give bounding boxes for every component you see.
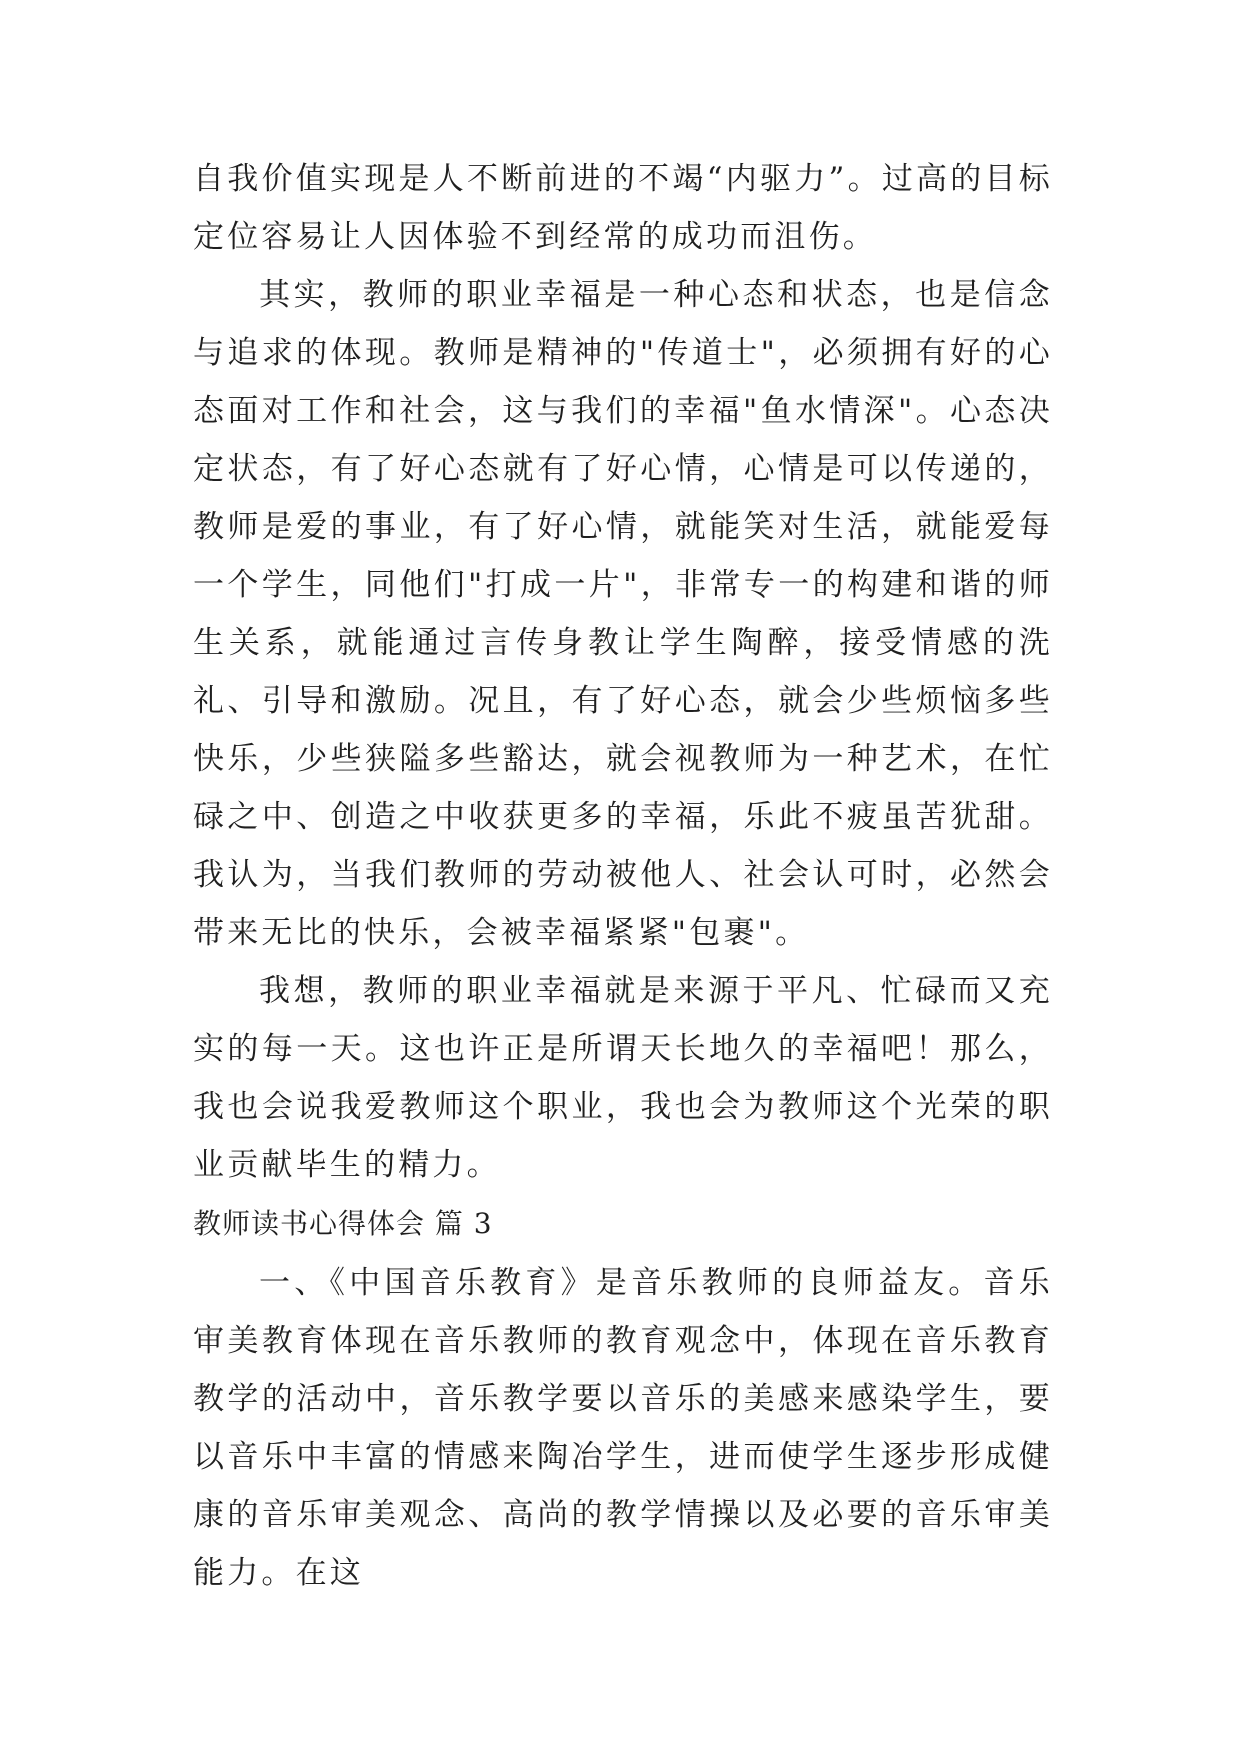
paragraph-intro-continuation: 自我价值实现是人不断前进的不竭“内驱力”。过高的目标定位容易让人因体验不到经常的成功而沮伤。	[193, 161, 1053, 255]
section-heading: 教师读书心得体会 篇 3	[193, 1207, 493, 1240]
paragraph-music-education: 一、《中国音乐教育》是音乐教师的良师益友。音乐审美教育体现在音乐教师的教育观念中，体现在音乐教育教学的活动中，音乐教学要以音乐的美感来感染学生，要以音乐中丰富的情感来陶冶学生，进而使学生逐步形成健康的音乐审美观念、高尚的教学情操以及必要的音乐审美能力。在这	[193, 1265, 1053, 1591]
paragraph-teacher-happiness: 其实，教师的职业幸福是一种心态和状态，也是信念与追求的体现。教师是精神的"传道士"，必须拥有好的心态面对工作和社会，这与我们的幸福"鱼水情深"。心态决定状态，有了好心态就有了好心情，心情是可以传递的，教师是爱的事业，有了好心情，就能笑对生活，就能爱每一个学生，同他们"打成一片"，非常专一的构建和谐的师生关系，就能通过言传身教让学生陶醉，接受情感的洗礼、引导和激励。况且，有了好心态，就会少些烦恼多些快乐，少些狭隘多些豁达，就会视教师为一种艺术，在忙碌之中、创造之中收获更多的幸福，乐此不疲虽苦犹甜。我认为，当我们教师的劳动被他人、社会认可时，必然会带来无比的快乐，会被幸福紧紧"包裹"。	[193, 277, 1053, 951]
document-body	[193, 150, 1053, 1602]
paragraph-conclusion: 我想，教师的职业幸福就是来源于平凡、忙碌而又充实的每一天。这也许正是所谓天长地久的幸福吧！那么，我也会说我爱教师这个职业，我也会为教师这个光荣的职业贡献毕生的精力。	[193, 973, 1053, 1183]
